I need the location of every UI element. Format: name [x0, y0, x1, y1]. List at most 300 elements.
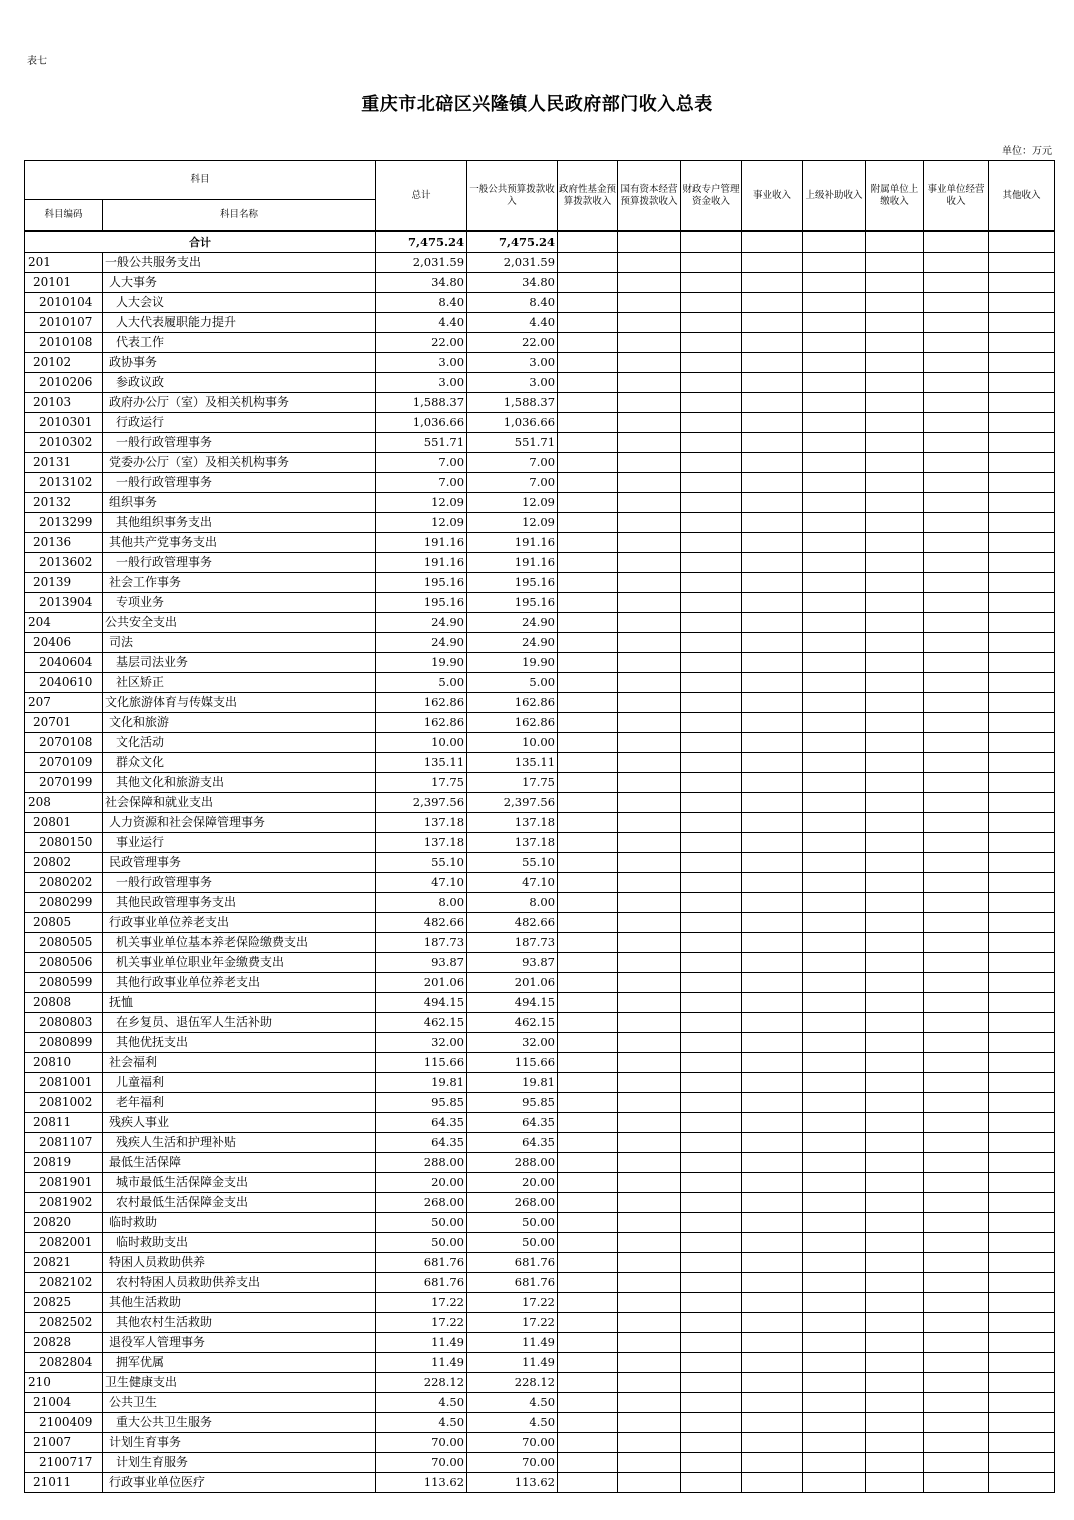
empty-cell [618, 873, 681, 893]
empty-cell [742, 1473, 803, 1493]
subject-name: 代表工作 [103, 333, 376, 353]
empty-cell [681, 373, 742, 393]
subject-code: 2013602 [25, 553, 103, 573]
total-value: 22.00 [376, 333, 467, 353]
empty-cell [742, 673, 803, 693]
general-budget-value: 34.80 [467, 273, 558, 293]
subject-name: 事业运行 [103, 833, 376, 853]
empty-cell [681, 1033, 742, 1053]
general-budget-value: 2,031.59 [467, 253, 558, 273]
general-budget-value: 113.62 [467, 1473, 558, 1493]
empty-cell [558, 613, 618, 633]
table-row [25, 833, 1055, 853]
empty-cell [924, 693, 989, 713]
table-row [25, 633, 1055, 653]
subject-name: 行政事业单位医疗 [103, 1473, 376, 1493]
empty-cell [989, 773, 1055, 793]
total-value: 113.62 [376, 1473, 467, 1493]
empty-cell [866, 1033, 924, 1053]
empty-cell [681, 673, 742, 693]
empty-cell [924, 653, 989, 673]
empty-cell [742, 753, 803, 773]
empty-cell [989, 1373, 1055, 1393]
empty-cell [681, 1353, 742, 1373]
empty-cell [866, 793, 924, 813]
subject-name: 其他生活救助 [103, 1293, 376, 1313]
subject-name: 计划生育服务 [103, 1453, 376, 1473]
general-budget-value: 8.00 [467, 893, 558, 913]
empty-cell [989, 973, 1055, 993]
empty-cell [924, 313, 989, 333]
header-subject: 科目 [25, 161, 376, 200]
empty-cell [866, 373, 924, 393]
empty-cell [558, 593, 618, 613]
empty-cell [618, 1093, 681, 1113]
subject-code: 2082001 [25, 1233, 103, 1253]
empty-cell [618, 1133, 681, 1153]
table-row [25, 1273, 1055, 1293]
subject-name: 组织事务 [103, 493, 376, 513]
empty-cell [989, 1173, 1055, 1193]
header-col: 国有资本经营预算拨款收入 [618, 161, 681, 232]
empty-cell [803, 813, 866, 833]
empty-cell [558, 333, 618, 353]
subject-name: 机关事业单位基本养老保险缴费支出 [103, 933, 376, 953]
table-row [25, 1473, 1055, 1493]
empty-cell [742, 973, 803, 993]
empty-cell [803, 913, 866, 933]
empty-cell [742, 1193, 803, 1213]
empty-cell [924, 853, 989, 873]
empty-cell [989, 613, 1055, 633]
subject-name: 公共安全支出 [103, 613, 376, 633]
empty-cell [989, 513, 1055, 533]
table-row [25, 993, 1055, 1013]
empty-cell [924, 353, 989, 373]
subject-code: 2010302 [25, 433, 103, 453]
total-value: 137.18 [376, 833, 467, 853]
empty-cell [558, 493, 618, 513]
general-budget-value: 268.00 [467, 1193, 558, 1213]
general-budget-value: 70.00 [467, 1433, 558, 1453]
empty-cell [618, 553, 681, 573]
subject-code: 2010104 [25, 293, 103, 313]
table-row [25, 573, 1055, 593]
empty-cell [803, 1273, 866, 1293]
empty-cell [618, 1053, 681, 1073]
empty-cell [924, 413, 989, 433]
subject-code: 20131 [25, 453, 103, 473]
empty-cell [989, 713, 1055, 733]
subject-name: 基层司法业务 [103, 653, 376, 673]
total-value: 191.16 [376, 553, 467, 573]
empty-cell [681, 1153, 742, 1173]
empty-cell [989, 1193, 1055, 1213]
empty-cell [558, 453, 618, 473]
empty-cell [742, 1233, 803, 1253]
empty-cell [866, 1293, 924, 1313]
subject-name: 残疾人生活和护理补贴 [103, 1133, 376, 1153]
empty-cell [618, 1193, 681, 1213]
empty-cell [618, 1073, 681, 1093]
empty-cell [924, 593, 989, 613]
total-value: 17.75 [376, 773, 467, 793]
total-value: 4.40 [376, 313, 467, 333]
subject-name: 拥军优属 [103, 1353, 376, 1373]
subject-code: 210 [25, 1373, 103, 1393]
empty-cell [924, 1473, 989, 1493]
total-value: 3.00 [376, 353, 467, 373]
empty-cell [681, 1393, 742, 1413]
subject-name: 人大会议 [103, 293, 376, 313]
empty-cell [742, 1173, 803, 1193]
empty-cell [989, 913, 1055, 933]
empty-cell [924, 813, 989, 833]
total-value: 20.00 [376, 1173, 467, 1193]
empty-cell [803, 1173, 866, 1193]
empty-cell [558, 573, 618, 593]
total-value: 19.81 [376, 1073, 467, 1093]
empty-cell [989, 313, 1055, 333]
subject-name: 儿童福利 [103, 1073, 376, 1093]
empty-cell [618, 231, 681, 253]
empty-cell [924, 1213, 989, 1233]
subject-code: 20802 [25, 853, 103, 873]
total-value: 24.90 [376, 633, 467, 653]
empty-cell [558, 633, 618, 653]
empty-cell [681, 893, 742, 913]
empty-cell [866, 253, 924, 273]
empty-cell [989, 933, 1055, 953]
empty-cell [989, 793, 1055, 813]
table-row [25, 293, 1055, 313]
total-value: 195.16 [376, 573, 467, 593]
empty-cell [866, 1453, 924, 1473]
empty-cell [866, 333, 924, 353]
subject-code: 2070108 [25, 733, 103, 753]
empty-cell [681, 653, 742, 673]
empty-cell [742, 453, 803, 473]
income-table [24, 160, 1055, 1493]
general-budget-value: 4.40 [467, 313, 558, 333]
subject-code: 20821 [25, 1253, 103, 1273]
empty-cell [742, 1293, 803, 1313]
subject-code: 207 [25, 693, 103, 713]
empty-cell [803, 573, 866, 593]
empty-cell [742, 633, 803, 653]
empty-cell [558, 773, 618, 793]
empty-cell [803, 613, 866, 633]
general-budget-value: 5.00 [467, 673, 558, 693]
empty-cell [558, 1353, 618, 1373]
total-value: 162.86 [376, 713, 467, 733]
empty-cell [803, 1233, 866, 1253]
empty-cell [681, 813, 742, 833]
subject-code: 2080150 [25, 833, 103, 853]
empty-cell [803, 1153, 866, 1173]
header-code: 科目编码 [25, 200, 103, 232]
table-row [25, 1353, 1055, 1373]
table-row [25, 853, 1055, 873]
table-row [25, 1073, 1055, 1093]
page-title: 重庆市北碚区兴隆镇人民政府部门收入总表 [361, 94, 713, 115]
empty-cell [924, 1373, 989, 1393]
subject-name: 其他农村生活救助 [103, 1313, 376, 1333]
empty-cell [558, 1233, 618, 1253]
empty-cell [742, 1013, 803, 1033]
empty-cell [618, 253, 681, 273]
empty-cell [618, 1213, 681, 1233]
empty-cell [866, 593, 924, 613]
total-value: 162.86 [376, 693, 467, 713]
empty-cell [866, 231, 924, 253]
empty-cell [681, 1313, 742, 1333]
empty-cell [989, 1133, 1055, 1153]
general-budget-value: 70.00 [467, 1453, 558, 1473]
empty-cell [866, 493, 924, 513]
empty-cell [803, 473, 866, 493]
empty-cell [989, 253, 1055, 273]
empty-cell [924, 1453, 989, 1473]
subject-code: 2070109 [25, 753, 103, 773]
empty-cell [558, 833, 618, 853]
empty-cell [558, 1293, 618, 1313]
table-row [25, 1013, 1055, 1033]
empty-cell [924, 673, 989, 693]
subject-name: 卫生健康支出 [103, 1373, 376, 1393]
total-value: 2,397.56 [376, 793, 467, 813]
total-value: 1,036.66 [376, 413, 467, 433]
subject-name: 文化旅游体育与传媒支出 [103, 693, 376, 713]
total-value: 8.00 [376, 893, 467, 913]
subject-name: 社会工作事务 [103, 573, 376, 593]
empty-cell [558, 1133, 618, 1153]
empty-cell [681, 693, 742, 713]
empty-cell [866, 1173, 924, 1193]
empty-cell [989, 553, 1055, 573]
empty-cell [618, 953, 681, 973]
general-budget-value: 3.00 [467, 373, 558, 393]
empty-cell [681, 1213, 742, 1233]
table-row [25, 513, 1055, 533]
empty-cell [866, 673, 924, 693]
general-budget-value: 50.00 [467, 1213, 558, 1233]
empty-cell [681, 593, 742, 613]
total-value: 10.00 [376, 733, 467, 753]
empty-cell [742, 1333, 803, 1353]
general-budget-value: 1,588.37 [467, 393, 558, 413]
subject-code: 2080202 [25, 873, 103, 893]
empty-cell [742, 1273, 803, 1293]
empty-cell [866, 1373, 924, 1393]
general-budget-value: 24.90 [467, 613, 558, 633]
table-row [25, 1173, 1055, 1193]
header-col: 事业单位经营收入 [924, 161, 989, 232]
empty-cell [866, 353, 924, 373]
empty-cell [924, 533, 989, 553]
empty-cell [989, 413, 1055, 433]
empty-cell [924, 953, 989, 973]
subject-name: 党委办公厅（室）及相关机构事务 [103, 453, 376, 473]
subject-code: 2081107 [25, 1133, 103, 1153]
empty-cell [989, 853, 1055, 873]
subject-code: 20819 [25, 1153, 103, 1173]
subject-code: 2080803 [25, 1013, 103, 1033]
empty-cell [618, 1153, 681, 1173]
total-value: 228.12 [376, 1373, 467, 1393]
empty-cell [803, 1453, 866, 1473]
empty-cell [924, 753, 989, 773]
empty-cell [618, 313, 681, 333]
general-budget-value: 681.76 [467, 1253, 558, 1273]
empty-cell [558, 413, 618, 433]
empty-cell [989, 1313, 1055, 1333]
general-budget-value: 64.35 [467, 1113, 558, 1133]
empty-cell [803, 993, 866, 1013]
empty-cell [989, 1073, 1055, 1093]
empty-cell [803, 231, 866, 253]
empty-cell [924, 1233, 989, 1253]
empty-cell [742, 313, 803, 333]
subject-code: 2070199 [25, 773, 103, 793]
empty-cell [618, 1273, 681, 1293]
general-budget-value: 47.10 [467, 873, 558, 893]
subject-code: 2081001 [25, 1073, 103, 1093]
total-value: 11.49 [376, 1333, 467, 1353]
empty-cell [803, 433, 866, 453]
subject-name: 政府办公厅（室）及相关机构事务 [103, 393, 376, 413]
empty-cell [803, 1393, 866, 1413]
general-budget-value: 4.50 [467, 1413, 558, 1433]
total-value: 32.00 [376, 1033, 467, 1053]
empty-cell [618, 913, 681, 933]
empty-cell [924, 633, 989, 653]
total-value: 494.15 [376, 993, 467, 1013]
empty-cell [681, 1093, 742, 1113]
empty-cell [618, 893, 681, 913]
empty-cell [924, 833, 989, 853]
empty-cell [558, 393, 618, 413]
table-row [25, 473, 1055, 493]
empty-cell [742, 513, 803, 533]
total-value: 24.90 [376, 613, 467, 633]
subject-code: 2100717 [25, 1453, 103, 1473]
general-budget-value: 228.12 [467, 1373, 558, 1393]
empty-cell [681, 1433, 742, 1453]
empty-cell [742, 1113, 803, 1133]
empty-cell [681, 1013, 742, 1033]
empty-cell [803, 1053, 866, 1073]
empty-cell [924, 453, 989, 473]
subject-name: 一般行政管理事务 [103, 433, 376, 453]
general-budget-value: 64.35 [467, 1133, 558, 1153]
empty-cell [803, 693, 866, 713]
subject-name: 群众文化 [103, 753, 376, 773]
table-row [25, 1393, 1055, 1413]
empty-cell [681, 1233, 742, 1253]
total-value: 12.09 [376, 513, 467, 533]
total-value: 4.50 [376, 1413, 467, 1433]
empty-cell [681, 1173, 742, 1193]
empty-cell [618, 353, 681, 373]
subject-code: 20139 [25, 573, 103, 593]
empty-cell [558, 673, 618, 693]
empty-cell [924, 713, 989, 733]
empty-cell [803, 273, 866, 293]
empty-cell [558, 533, 618, 553]
empty-cell [924, 1273, 989, 1293]
total-value: 551.71 [376, 433, 467, 453]
empty-cell [803, 1313, 866, 1333]
table-row [25, 1093, 1055, 1113]
empty-cell [989, 1233, 1055, 1253]
total-value: 93.87 [376, 953, 467, 973]
general-budget-value: 17.22 [467, 1293, 558, 1313]
empty-cell [742, 1033, 803, 1053]
empty-cell [558, 1213, 618, 1233]
empty-cell [681, 1113, 742, 1133]
empty-cell [866, 1413, 924, 1433]
total-value: 482.66 [376, 913, 467, 933]
empty-cell [742, 993, 803, 1013]
table-row [25, 433, 1055, 453]
subject-code: 20103 [25, 393, 103, 413]
table-row [25, 1233, 1055, 1253]
total-value: 288.00 [376, 1153, 467, 1173]
empty-cell [681, 973, 742, 993]
empty-cell [803, 753, 866, 773]
empty-cell [866, 1473, 924, 1493]
empty-cell [803, 1033, 866, 1053]
empty-cell [866, 833, 924, 853]
empty-cell [681, 793, 742, 813]
table-row [25, 613, 1055, 633]
header-name: 科目名称 [103, 200, 376, 232]
empty-cell [924, 773, 989, 793]
subject-name: 社会福利 [103, 1053, 376, 1073]
subject-code: 2081902 [25, 1193, 103, 1213]
empty-cell [618, 773, 681, 793]
table-row [25, 253, 1055, 273]
subject-code: 20801 [25, 813, 103, 833]
empty-cell [742, 853, 803, 873]
subject-code: 2040604 [25, 653, 103, 673]
subject-name: 其他行政事业单位养老支出 [103, 973, 376, 993]
empty-cell [618, 1473, 681, 1493]
header-col: 上级补助收入 [803, 161, 866, 232]
total-value: 34.80 [376, 273, 467, 293]
empty-cell [924, 873, 989, 893]
table-row [25, 353, 1055, 373]
empty-cell [803, 1013, 866, 1033]
table-row [25, 373, 1055, 393]
empty-cell [803, 1413, 866, 1433]
empty-cell [618, 593, 681, 613]
empty-cell [803, 733, 866, 753]
subject-name: 政协事务 [103, 353, 376, 373]
empty-cell [803, 1373, 866, 1393]
empty-cell [558, 473, 618, 493]
empty-cell [989, 673, 1055, 693]
empty-cell [742, 433, 803, 453]
empty-cell [924, 553, 989, 573]
empty-cell [742, 333, 803, 353]
empty-cell [618, 1293, 681, 1313]
empty-cell [558, 893, 618, 913]
empty-cell [803, 933, 866, 953]
subject-code: 201 [25, 253, 103, 273]
empty-cell [866, 753, 924, 773]
